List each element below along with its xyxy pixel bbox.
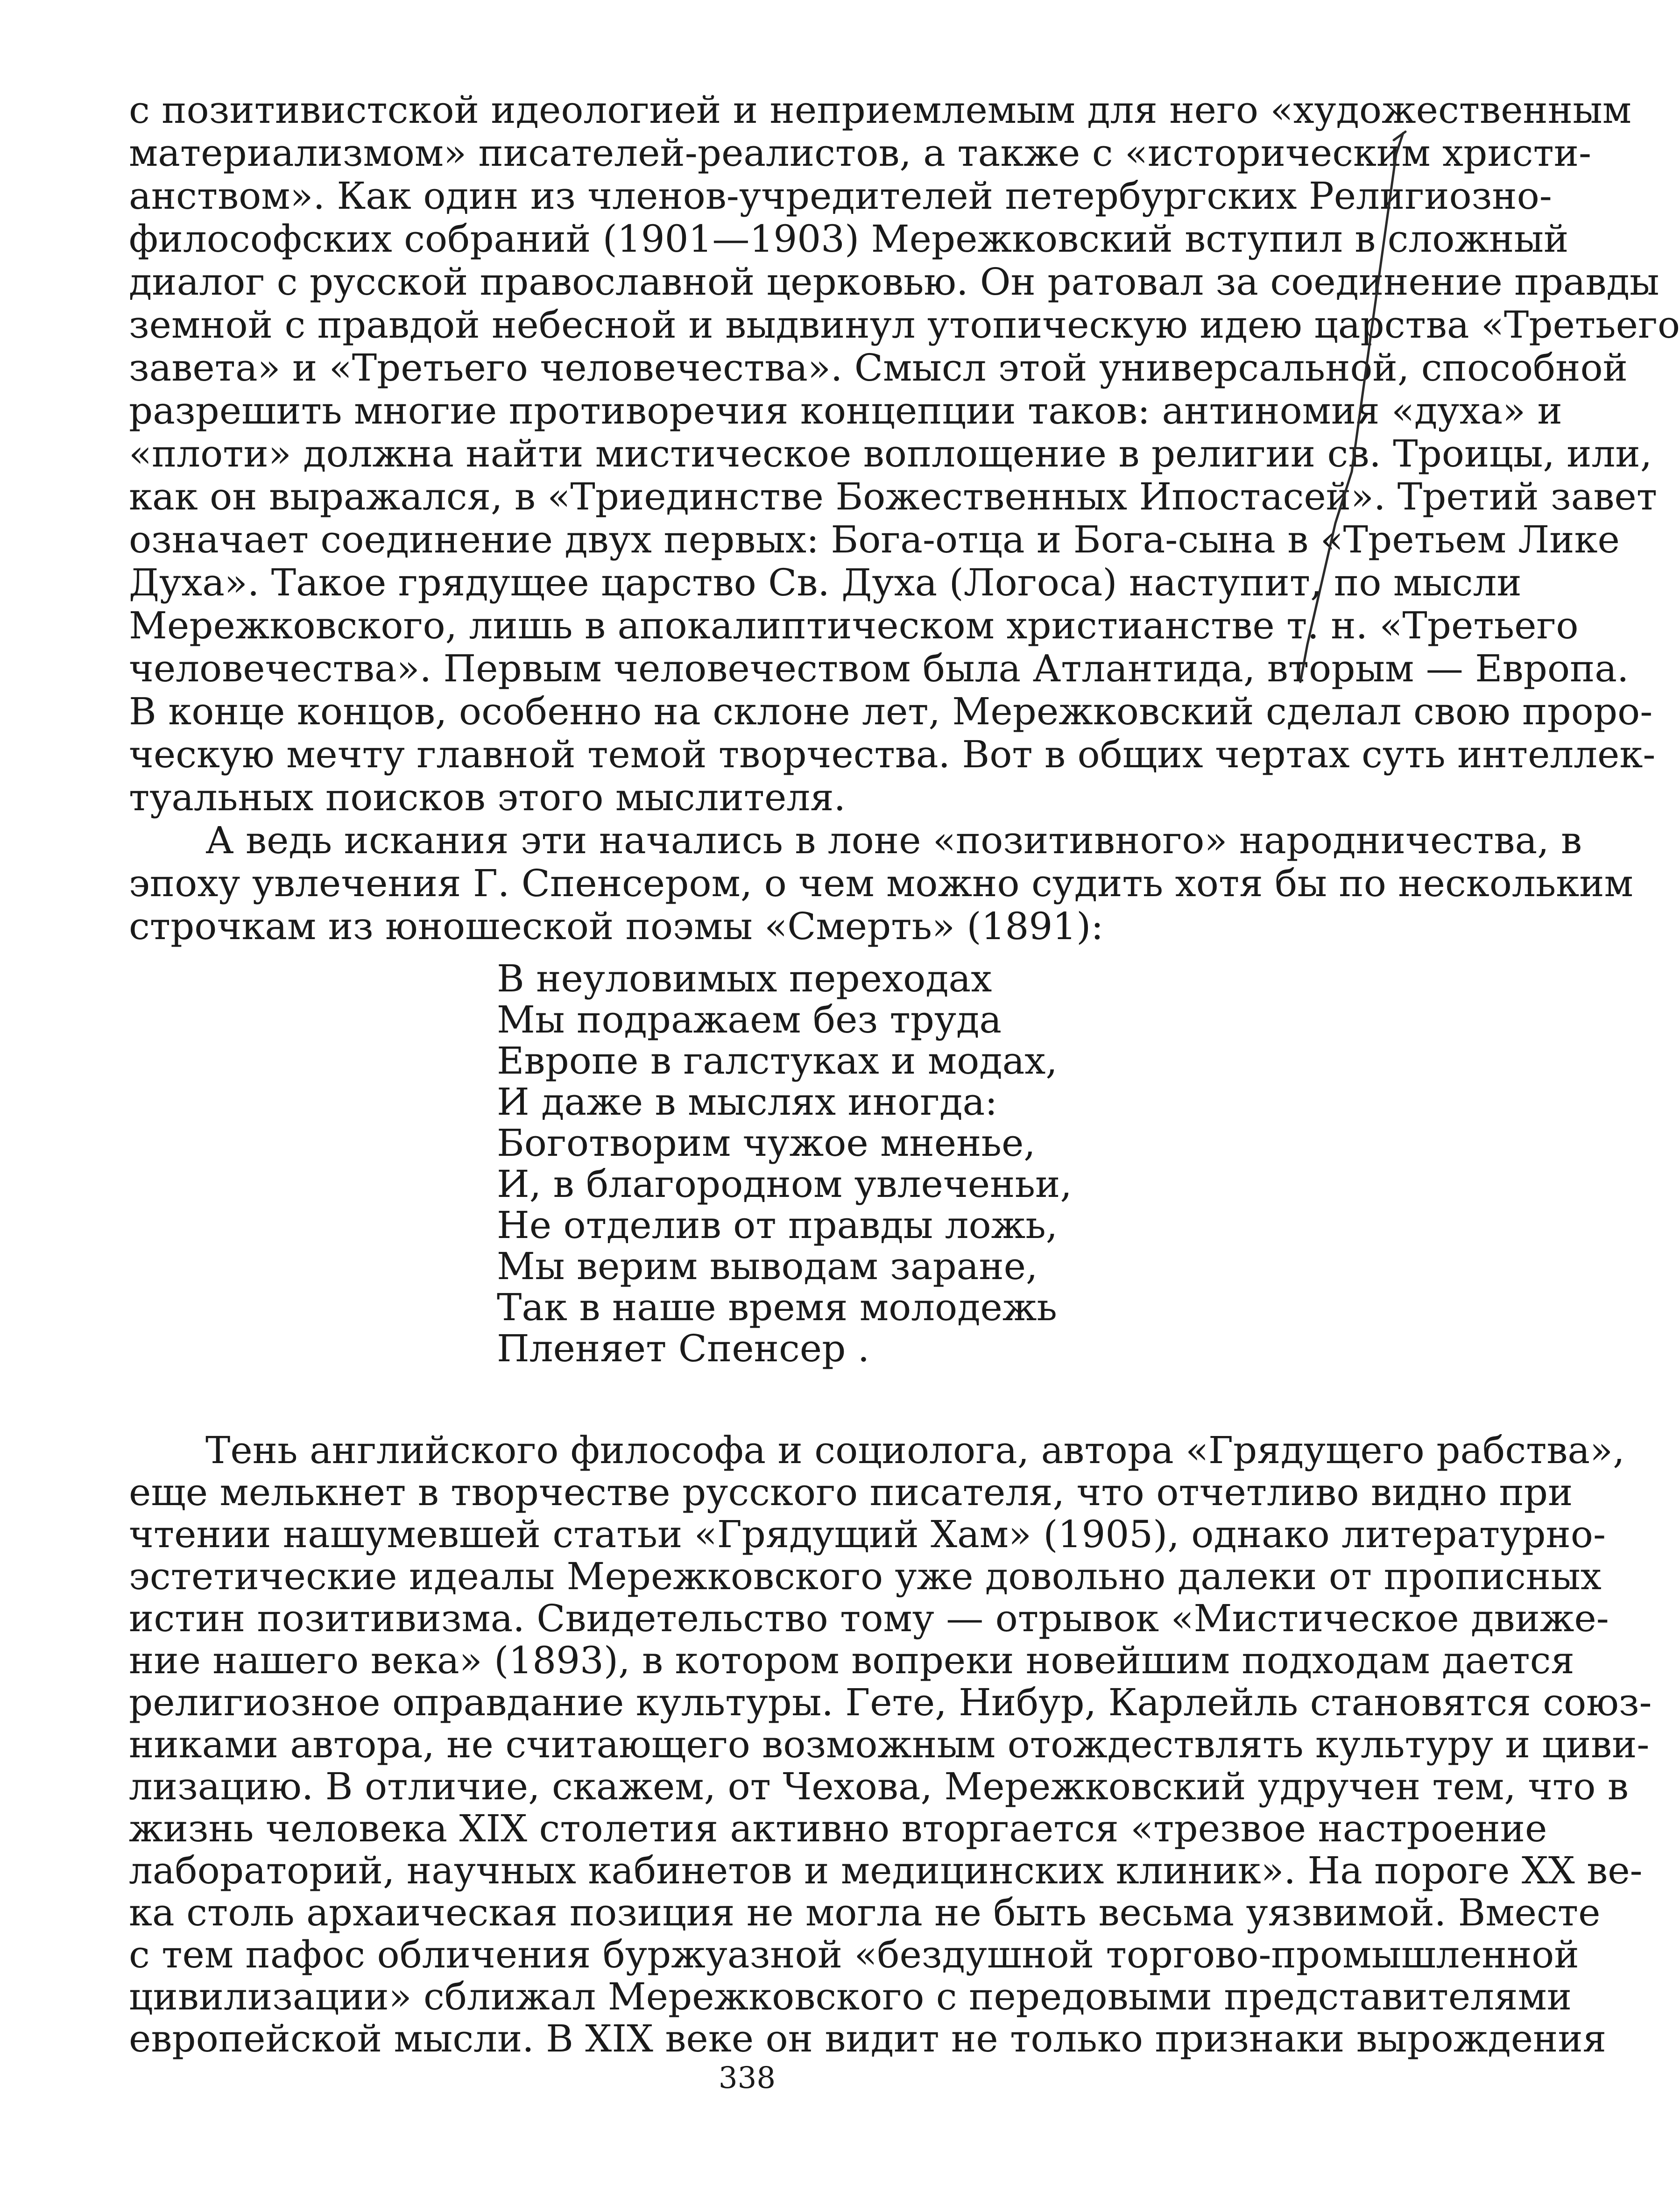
text-line: В конце концов, особенно на склоне лет, Мережковский сделал свою проро- bbox=[129, 690, 1653, 733]
text-line: строчкам из юношеской поэмы «Смерть» (1891): bbox=[129, 905, 1104, 948]
text-line: А ведь искания эти начались в лоне «позитивного» народничества, в bbox=[205, 819, 1582, 862]
text-line: ка столь архаическая позиция не могла не быть весьма уязвимой. Вместе bbox=[129, 1891, 1601, 1934]
text-line: диалог с русской православной церковью. Он ратовал за соединение правды bbox=[129, 260, 1659, 304]
text-line: европейской мысли. В XIX веке он видит не только признаки вырождения bbox=[129, 2017, 1607, 2060]
text-line: «плоти» должна найти мистическое воплощение в религии св. Троицы, или, bbox=[129, 432, 1652, 475]
text-line: Тень английского философа и социолога, автора «Грядущего рабства», bbox=[205, 1429, 1625, 1472]
text-line: истин позитивизма. Свидетельство тому — отрывок «Мистическое движе- bbox=[129, 1597, 1609, 1640]
text-line: туальных поисков этого мыслителя. bbox=[129, 776, 846, 819]
text-line: цивилизации» сближал Мережковского с передовыми представителями bbox=[129, 1975, 1572, 2018]
text-line: жизнь человека XIX столетия активно вторгается «трезвое настроение bbox=[129, 1807, 1547, 1850]
text-line: философских собраний (1901—1903) Мережковский вступил в сложный bbox=[129, 217, 1569, 261]
page-number: 338 bbox=[718, 2061, 776, 2095]
text-line: эстетические идеалы Мережковского уже довольно далеки от прописных bbox=[129, 1555, 1602, 1598]
poem-line: Не отделив от правды ложь, bbox=[497, 1203, 1058, 1247]
text-line: земной с правдой небесной и выдвинул утопическую идею царства «Третьего bbox=[129, 303, 1680, 347]
text-line: разрешить многие противоречия концепции таков: антиномия «духа» и bbox=[129, 389, 1562, 432]
poem-line: В неуловимых переходах bbox=[497, 957, 992, 1000]
text-line: никами автора, не считающего возможным отождествлять культуру и циви- bbox=[129, 1723, 1650, 1766]
text-line: как он выражался, в «Триединстве Божественных Ипостасей». Третий завет bbox=[129, 475, 1658, 518]
text-line: чтении нашумевшей статьи «Грядущий Хам» (1905), однако литературно- bbox=[129, 1513, 1606, 1556]
text-line: эпоху увлечения Г. Спенсером, о чем можно судить хотя бы по нескольким bbox=[129, 862, 1633, 905]
text-line: лизацию. В отличие, скажем, от Чехова, Мережковский удручен тем, что в bbox=[129, 1765, 1629, 1808]
poem-line: И, в благородном увлеченьи, bbox=[497, 1162, 1072, 1206]
text-line: анством». Как один из членов-учредителей петербургских Религиозно- bbox=[129, 174, 1552, 218]
poem-line: Мы подражаем без труда bbox=[497, 998, 1002, 1041]
poem-line: Боготворим чужое мненье, bbox=[497, 1121, 1036, 1165]
text-line: еще мелькнет в творчестве русского писателя, что отчетливо видно при bbox=[129, 1471, 1573, 1514]
poem-line: Так в наше время молодежь bbox=[497, 1286, 1057, 1329]
text-line: ческую мечту главной темой творчества. Вот в общих чертах суть интеллек- bbox=[129, 733, 1656, 776]
text-line: материализмом» писателей-реалистов, а также с «историческим христи- bbox=[129, 131, 1592, 175]
poem-line: Европе в галстуках и модах, bbox=[497, 1039, 1058, 1082]
poem-line: Мы верим выводам заране, bbox=[497, 1245, 1038, 1288]
text-line: с тем пафос обличения буржуазной «бездушной торгово-промышленной bbox=[129, 1933, 1579, 1976]
text-line: Духа». Такое грядущее царство Св. Духа (Логоса) наступит, по мысли bbox=[129, 561, 1522, 604]
text-line: лабораторий, научных кабинетов и медицинских клиник». На пороге XX ве- bbox=[129, 1849, 1643, 1892]
text-line: с позитивистской идеологией и неприемлемым для него «художественным bbox=[129, 88, 1631, 132]
text-line: завета» и «Третьего человечества». Смысл этой универсальной, способной bbox=[129, 346, 1628, 389]
text-line: религиозное оправдание культуры. Гете, Нибур, Карлейль становятся союз- bbox=[129, 1681, 1652, 1724]
text-line: ние нашего века» (1893), в котором вопреки новейшим подходам дается bbox=[129, 1639, 1574, 1682]
text-line: означает соединение двух первых: Бога-отца и Бога-сына в «Третьем Лике bbox=[129, 518, 1620, 561]
poem-line: Пленяет Спенсер . bbox=[497, 1327, 870, 1370]
text-line: человечества». Первым человечеством была Атлантида, вторым — Европа. bbox=[129, 647, 1629, 690]
text-line: Мережковского, лишь в апокалиптическом христианстве т. н. «Третьего bbox=[129, 604, 1579, 647]
poem-line: И даже в мыслях иногда: bbox=[497, 1080, 998, 1124]
